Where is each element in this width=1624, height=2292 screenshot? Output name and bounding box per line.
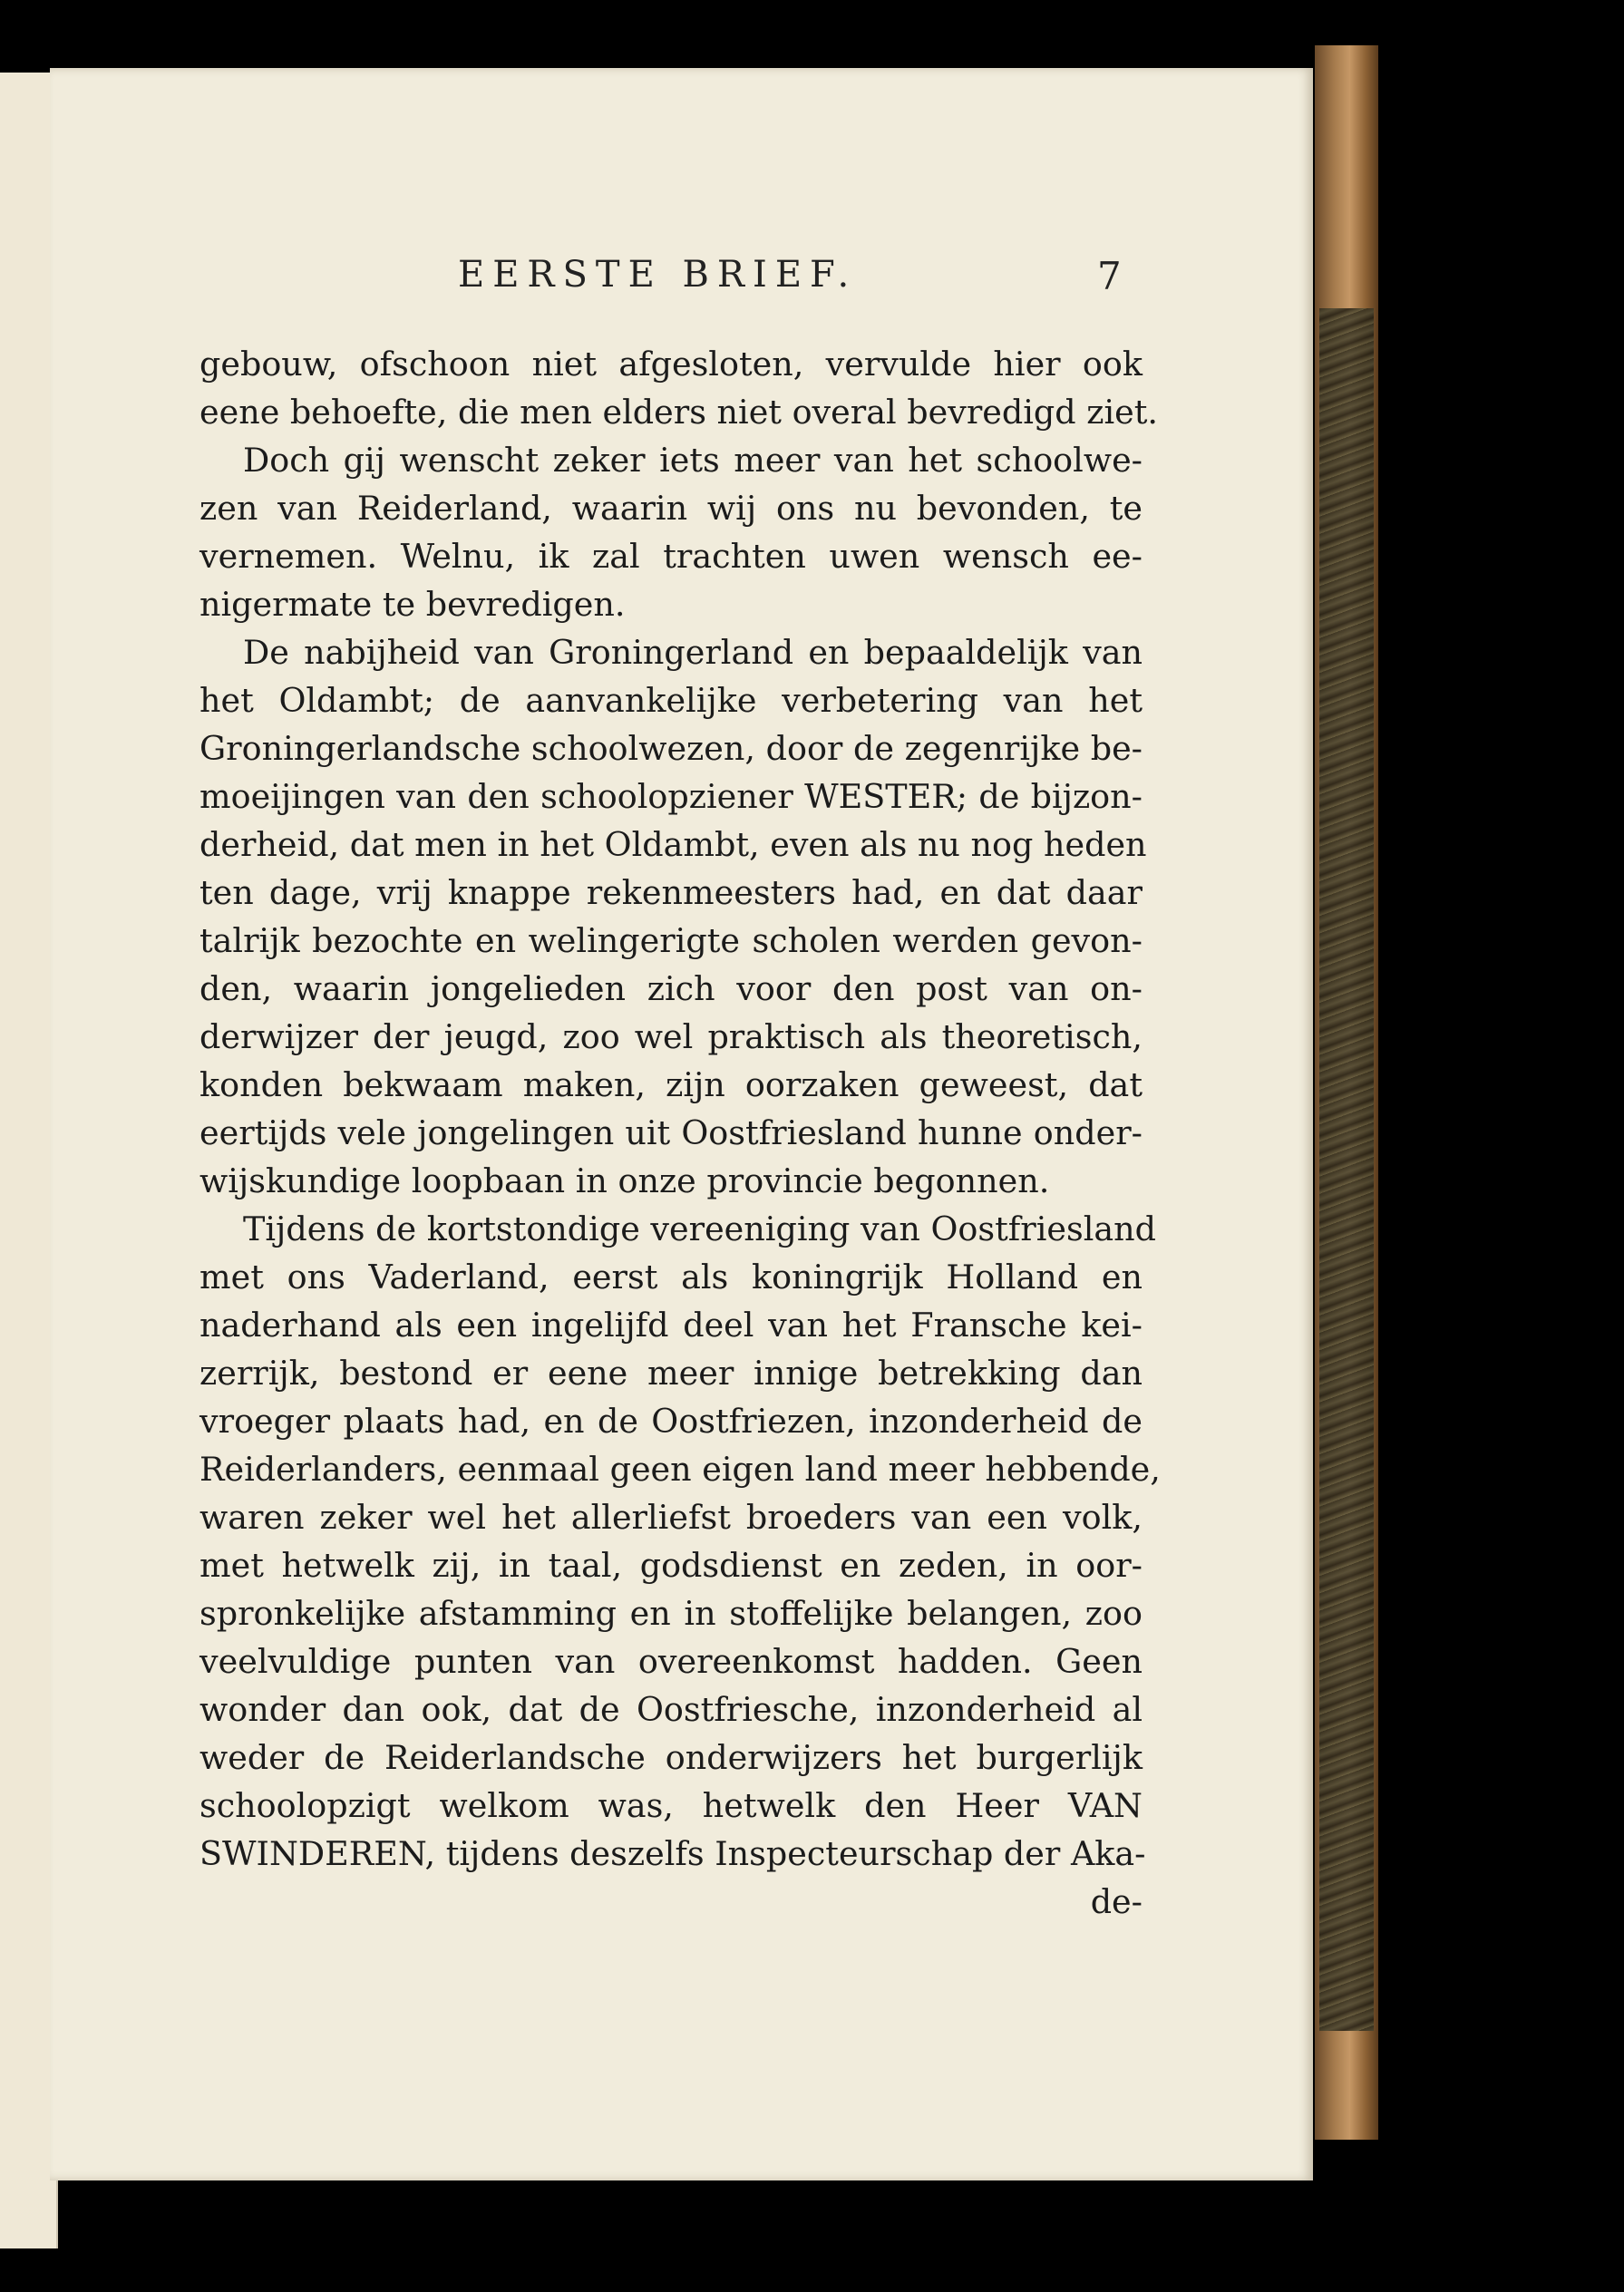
text-line: nigermate te bevredigen. [199,585,626,624]
text-line: vernemen. Welnu, ik zal trachten uwen wensch ee- [199,537,1143,576]
text-line: schoolopzigt welkom was, hetwelk den Heer VAN [199,1786,1143,1825]
catchword: de- [1090,1882,1143,1921]
text-line: den, waarin jongelieden zich voor den post van on- [199,969,1143,1008]
text-line: derheid, dat men in het Oldambt, even als nu nog heden [199,825,1147,864]
text-line: wijskundige loopbaan in onze provincie begonnen. [199,1161,1050,1200]
text-line: weder de Reiderlandsche onderwijzers het burgerlijk [199,1738,1143,1777]
text-line: gebouw, ofschoon niet afgesloten, vervulde hier ook [199,345,1143,384]
text-line: met ons Vaderland, eerst als koningrijk Holland en [199,1258,1143,1297]
text-line: waren zeker wel het allerliefst broeders van een volk, [199,1498,1143,1537]
text-line: Reiderlanders, eenmaal geen eigen land meer hebbende, [199,1450,1161,1489]
text-line: SWINDEREN, tijdens deszelfs Inspecteurschap der Aka- [199,1834,1146,1873]
text-line: veelvuldige punten van overeenkomst hadden. Geen [199,1642,1143,1681]
body-text [199,340,1161,1926]
text-line: Tijdens de kortstondige vereeniging van Oostfriesland [243,1209,1157,1248]
text-line: De nabijheid van Groningerland en bepaaldelijk van [243,633,1143,672]
book-page [50,68,1313,2180]
text-line: Groningerlandsche schoolwezen, door de zegenrijke be- [199,729,1143,768]
text-line: eertijds vele jongelingen uit Oostfriesland hunne onder- [199,1113,1143,1152]
text-line: moeijingen van den schoolopziener WESTER; de bijzon- [199,777,1143,816]
text-line: zerrijk, bestond er eene meer innige betrekking dan [199,1354,1143,1393]
binding-marble [1319,308,1374,2031]
text-line: konden bekwaam maken, zijn oorzaken geweest, dat [199,1065,1143,1104]
text-line: het Oldambt; de aanvankelijke verbetering van het [199,681,1143,720]
text-line: talrijk bezochte en welingerigte scholen werden gevon- [199,921,1143,960]
text-line: wonder dan ook, dat de Oostfriesche, inzonderheid al [199,1690,1143,1729]
page-header [50,254,1313,308]
text-line: Doch gij wenscht zeker iets meer van het schoolwe- [243,441,1143,480]
text-line: zen van Reiderland, waarin wij ons nu bevonden, te [199,489,1143,528]
text-line: vroeger plaats had, en de Oostfriezen, inzonderheid de [199,1402,1143,1441]
text-line: naderhand als een ingelijfd deel van het Fransche kei- [199,1306,1143,1345]
text-line: met hetwelk zij, in taal, godsdienst en zeden, in oor- [199,1546,1143,1585]
text-line: eene behoefte, die men elders niet overal bevredigd ziet. [199,393,1159,432]
page-number: 7 [1097,254,1122,298]
text-line: spronkelijke afstamming en in stoffelijke belangen, zoo [199,1594,1143,1633]
running-head: EERSTE BRIEF. [458,254,858,296]
text-line: ten dage, vrij knappe rekenmeesters had, en dat daar [199,873,1143,912]
text-line: derwijzer der jeugd, zoo wel praktisch als theoretisch, [199,1017,1143,1056]
